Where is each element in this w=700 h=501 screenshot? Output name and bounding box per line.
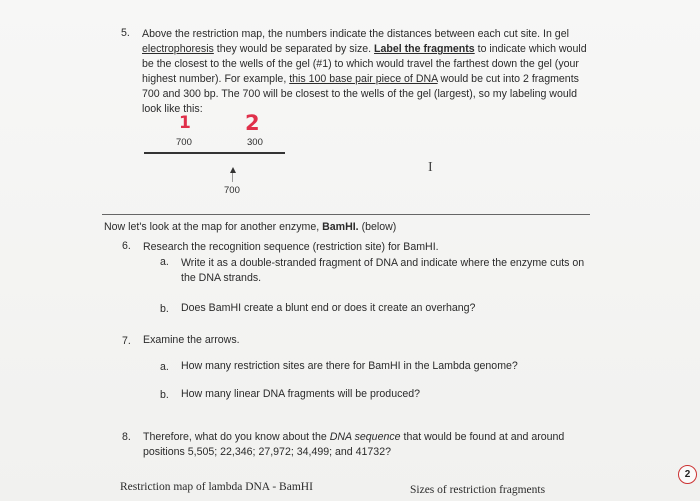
q7b-label: b. [160,389,169,401]
cut-arrow-icon [230,167,236,173]
hand-label-2: 2 [245,111,260,135]
q6a-line-2: the DNA strands. [181,272,262,284]
bamhi-intro-text: Now let's look at the map for another enzyme, [104,221,323,233]
fragment-sizes-caption: Sizes of restriction fragments [410,484,546,496]
label-fragments-instruction: Label the fragments [374,43,475,55]
bamhi-intro [104,220,396,235]
q5-line-2 [142,42,587,57]
q8-line-1 [143,430,564,445]
q5-text [142,27,587,117]
q7a-text: How many restriction sites are there for BamHI in the Lambda genome? [181,360,518,372]
q8-number: 8. [122,431,131,443]
q5-line-2-end: to indicate which would [474,43,587,55]
q8-line-1-start: Therefore, what do you know about the [143,431,330,443]
q7-number: 7. [122,335,131,347]
q5-line-4-end: would be cut into 2 fragments [437,73,579,85]
q6a-label: a. [160,256,169,268]
bamhi-enzyme-name: BamHI. [322,221,359,233]
hand-label-1: 1 [179,113,191,133]
q6b-text: Does BamHI create a blunt end or does it create an overhang? [181,302,476,314]
q5-line-5: 700 and 300 bp. The 700 will be closest to the wells of the gel (largest), so my labeling would [142,88,577,100]
text-cursor-icon: I [428,160,433,175]
cut-position-label: 700 [224,185,240,196]
restriction-map-caption: Restriction map of lambda DNA - BamHI [120,481,313,493]
q8-line-2: positions 5,505; 22,346; 27,972; 34,499; and 41732? [143,446,391,458]
dna-sequence-term: DNA sequence [329,431,401,443]
q5-number: 5. [121,27,130,39]
q6-text: Research the recognition sequence (restriction site) for BamHI. [143,241,439,253]
electrophoresis-term: electrophoresis [142,43,214,55]
page-number-badge: 2 [678,465,697,484]
example-piece-phrase: this 100 base pair piece of DNA [289,73,438,85]
q5-line-2-text: they would be separated by size. [213,43,375,55]
q7a-label: a. [160,361,169,373]
q5-line-3: be the closest to the wells of the gel (#1) to which would travel the farthest down the gel (your [142,58,579,70]
q5-line-4-start: highest number). For example, [142,73,290,85]
dna-line [144,152,285,154]
section-divider [102,214,590,215]
q5-line-4 [142,72,587,87]
bamhi-intro-end: (below) [358,221,397,233]
q5-line-1: Above the restriction map, the numbers indicate the distances between each cut site. In gel [142,28,569,40]
cut-arrow-stem [232,173,233,182]
q6b-label: b. [160,303,169,315]
q7b-text: How many linear DNA fragments will be produced? [181,388,421,400]
q6-number: 6. [122,240,131,252]
q7-text: Examine the arrows. [143,334,240,346]
q6a-line-1: Write it as a double-stranded fragment of DNA and indicate where the enzyme cuts on [181,257,585,269]
q8-line-1-end: that would be found at and around [400,431,565,443]
fragment-700-label: 700 [176,137,192,148]
fragment-300-label: 300 [247,137,263,148]
q5-line-6: look like this: [142,103,203,115]
